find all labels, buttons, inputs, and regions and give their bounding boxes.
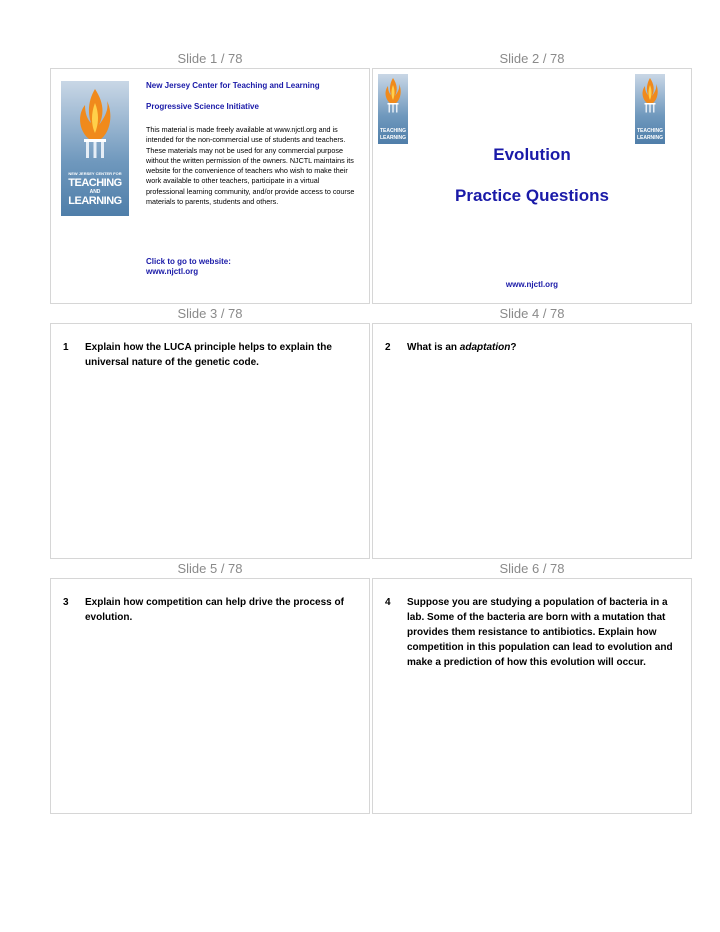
- slide-1: [50, 68, 370, 304]
- logo-teaching-text: TEACHING: [68, 177, 122, 189]
- org-name: New Jersey Center for Teaching and Learning: [146, 81, 320, 90]
- slide-4: [372, 323, 692, 559]
- logo-learning-text: LEARNING: [68, 195, 122, 207]
- question-1: [63, 340, 357, 370]
- question-number: 2: [385, 342, 391, 353]
- website-link[interactable]: www.njctl.org: [146, 267, 199, 276]
- question-number: 1: [63, 342, 69, 353]
- logo-teaching-text: TEACHING: [379, 128, 407, 134]
- website-link[interactable]: www.njctl.org: [505, 280, 559, 289]
- question-number: 3: [63, 597, 69, 608]
- slide-5-label: Slide 5 / 78: [177, 561, 243, 576]
- slide-6: [372, 578, 692, 814]
- deck-title: Evolution: [493, 145, 571, 164]
- slide-2-label: Slide 2 / 78: [499, 51, 565, 66]
- njctl-logo-right: [635, 74, 665, 144]
- question-text-before: What is an: [407, 342, 460, 353]
- slide-1-label: Slide 1 / 78: [177, 51, 243, 66]
- question-text: Explain how the LUCA principle helps to explain the universal nature of the genetic code.: [85, 342, 332, 368]
- logo-learning-text: LEARNING: [379, 135, 407, 141]
- flame-icon: [383, 76, 403, 114]
- njctl-logo-left: [378, 74, 408, 144]
- initiative-name: Progressive Science Initiative: [146, 102, 259, 111]
- slide-3: [50, 323, 370, 559]
- usage-notice: This material is made freely available at www.njctl.org and is intended for the non-commercial use of students and teachers. These materials may not be used for any commercial purpose without the written permission of the owners. NJCTL maintains its website for the convenience of teachers who wish to make their work available to other teachers, participate in a virtual professional learning community, and/or provide access to course materials to parents, students and others.: [146, 125, 355, 207]
- question-text: Explain how competition can help drive the process of evolution.: [85, 597, 344, 623]
- question-3: [63, 595, 357, 625]
- question-text: [407, 340, 679, 355]
- question-term: adaptation: [459, 342, 511, 353]
- deck-subtitle: Practice Questions: [454, 186, 609, 205]
- website-prompt[interactable]: Click to go to website:: [146, 257, 231, 266]
- flame-icon: [75, 87, 115, 159]
- question-number: 4: [385, 597, 391, 608]
- slide-6-label: Slide 6 / 78: [499, 561, 565, 576]
- logo-and-text: AND: [89, 189, 101, 195]
- slide-4-label: Slide 4 / 78: [499, 306, 565, 321]
- njctl-logo: [61, 81, 129, 216]
- flame-icon: [640, 76, 660, 114]
- question-4: [385, 595, 679, 670]
- slide-2: [372, 68, 692, 304]
- logo-teaching-text: TEACHING: [636, 128, 664, 134]
- slide-5: [50, 578, 370, 814]
- question-text-after: ?: [510, 342, 517, 353]
- question-text: Suppose you are studying a population of bacteria in a lab. Some of the bacteria are born with a mutation that provides them resistance to antibiotics. Explain how competition in this population can lead to evolution and make a prediction of how this evolution will occur.: [407, 597, 673, 668]
- question-2: [385, 340, 679, 355]
- slide-3-label: Slide 3 / 78: [177, 306, 243, 321]
- logo-learning-text: LEARNING: [636, 135, 664, 141]
- logo-small-text: NEW JERSEY CENTER FOR: [68, 171, 122, 176]
